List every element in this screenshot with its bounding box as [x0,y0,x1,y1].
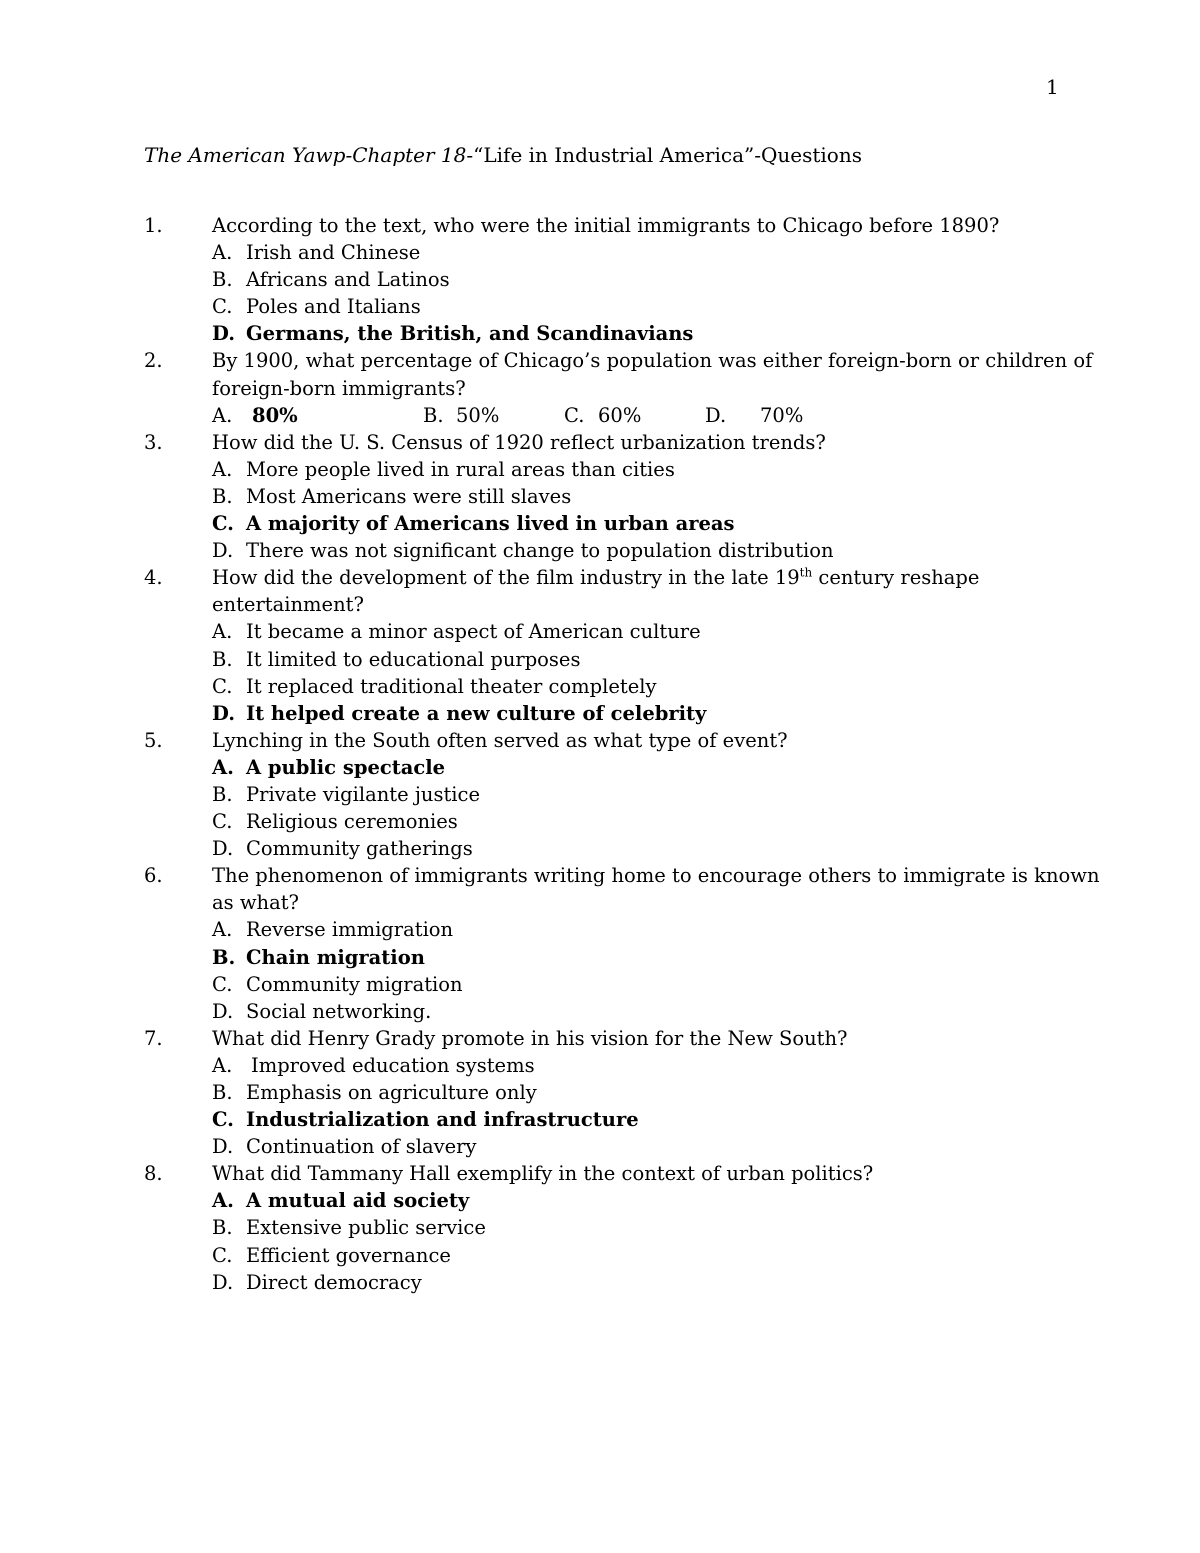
option-text: 50% [456,403,500,427]
answer-option [423,402,499,429]
option-letter: A. [212,620,233,644]
answer-option [0,1079,1200,1106]
option-text: Efficient governance [246,1243,451,1267]
question-text: entertainment? [212,593,364,617]
correct-answer-option [0,700,1200,727]
question-text: Lynching in the South often served as what type of event? [212,728,788,752]
option-text: Community migration [246,972,463,996]
option-letter: B. [423,403,444,427]
question-4 [0,564,1200,591]
title-book-chapter: The American Yawp-Chapter 18 [144,143,467,167]
option-letter: B. [212,268,233,292]
option-letter: D. [212,837,234,861]
question-number: 3. [144,430,163,454]
answer-option [0,1052,1200,1079]
option-text: Reverse immigration [246,918,454,942]
inline-answer-options [0,402,1200,429]
option-text: Germans, the British, and Scandinavians [246,322,694,346]
correct-answer-option [0,1106,1200,1133]
option-letter: B. [212,647,233,671]
answer-option [0,971,1200,998]
answer-option [0,835,1200,862]
question-number: 7. [144,1026,163,1050]
option-text: A mutual aid society [246,1189,470,1213]
option-text: Direct democracy [246,1270,422,1294]
question-number: 4. [144,566,163,590]
option-letter: C. [212,1243,233,1267]
title-subject: -“Life in Industrial America”-Questions [466,143,862,167]
correct-answer-option [0,510,1200,537]
question-text: How did the development of the film industry in the late 19th century reshape [212,565,980,590]
option-text: There was not significant change to population distribution [246,539,834,563]
option-text: It helped create a new culture of celebrity [246,701,707,725]
option-text: It limited to educational purposes [246,647,581,671]
option-letter: A. [212,241,233,265]
answer-option [0,239,1200,266]
question-text-continued [0,375,1200,402]
question-3 [0,429,1200,456]
option-text: Social networking. [246,999,432,1023]
option-letter: B. [212,782,233,806]
option-letter: B. [212,484,233,508]
option-letter: D. [212,1270,234,1294]
option-letter: D. [212,1135,234,1159]
option-letter: C. [212,810,233,834]
option-letter: C. [212,1108,234,1132]
option-text: Extensive public service [246,1216,486,1240]
option-text: More people lived in rural areas than cities [246,457,675,481]
correct-answer-option [0,320,1200,347]
option-letter: D. [212,539,234,563]
answer-option [0,916,1200,943]
question-6 [0,862,1200,889]
question-text: How did the U. S. Census of 1920 reflect urbanization trends? [212,430,826,454]
answer-option [0,456,1200,483]
question-8 [0,1160,1200,1187]
answer-option [0,1133,1200,1160]
option-text: Poles and Italians [246,295,421,319]
question-text: foreign-born immigrants? [212,376,466,400]
question-text: According to the text, who were the initial immigrants to Chicago before 1890? [212,214,1000,237]
answer-option [0,1214,1200,1241]
option-text: Industrialization and infrastructure [246,1108,639,1132]
option-text: Continuation of slavery [246,1135,477,1159]
correct-answer-option [212,402,298,429]
option-text: Community gatherings [246,837,473,861]
question-text: By 1900, what percentage of Chicago’s population was either foreign-born or children of [212,349,1093,373]
option-letter: C. [212,674,233,698]
correct-answer-option [0,1187,1200,1214]
option-letter: A. [212,1053,233,1077]
question-2 [0,347,1200,374]
question-list [0,212,1200,1296]
option-text: 70% [760,403,804,427]
answer-option [0,781,1200,808]
answer-option [0,293,1200,320]
answer-option [0,1269,1200,1296]
answer-option [0,483,1200,510]
answer-option [0,537,1200,564]
option-letter: C. [212,295,233,319]
option-letter: D. [212,999,234,1023]
option-text: Religious ceremonies [246,810,458,834]
option-letter: B. [212,1081,233,1104]
option-text: It became a minor aspect of American culture [246,620,701,644]
option-text: Private vigilante justice [246,782,481,806]
answer-option [0,673,1200,700]
question-number: 8. [144,1162,163,1186]
answer-option [0,808,1200,835]
option-text: Improved education systems [251,1053,535,1077]
question-number: 2. [144,349,163,373]
option-text: Africans and Latinos [246,268,450,292]
question-7 [0,1025,1200,1052]
question-text: as what? [212,891,299,915]
answer-option [0,646,1200,673]
option-text: Chain migration [246,945,425,969]
page-number: 1 [1046,75,1059,99]
answer-option [0,266,1200,293]
correct-answer-option [0,944,1200,971]
option-letter: B. [212,1216,233,1240]
question-text: What did Tammany Hall exemplify in the context of urban politics? [212,1162,874,1186]
option-letter: A. [212,403,233,427]
option-letter: D. [212,322,236,346]
ordinal-superscript: th [799,565,813,580]
question-number: 1. [144,214,163,237]
option-text: 60% [598,403,642,427]
option-text: 80% [252,403,298,427]
option-text: Irish and Chinese [246,241,421,265]
option-letter: A. [212,457,233,481]
option-text: A public spectacle [246,755,446,779]
answer-option [0,618,1200,645]
question-number: 6. [144,864,163,888]
option-letter: C. [212,512,234,536]
question-text-continued [0,889,1200,916]
option-letter: D. [705,403,727,427]
document-title [144,143,862,167]
correct-answer-option [0,754,1200,781]
answer-option [0,998,1200,1025]
question-text: The phenomenon of immigrants writing home to encourage others to immigrate is known [212,864,1100,888]
question-5 [0,727,1200,754]
option-text: It replaced traditional theater completely [246,674,657,698]
option-letter: B. [212,945,236,969]
option-letter: A. [212,755,234,779]
question-text: What did Henry Grady promote in his vision for the New South? [212,1026,848,1050]
option-letter: A. [212,918,233,942]
option-letter: A. [212,1189,234,1213]
option-text: Most Americans were still slaves [246,484,572,508]
option-text: A majority of Americans lived in urban areas [246,512,735,536]
option-letter: C. [212,972,233,996]
option-letter: D. [212,701,236,725]
question-text-continued [0,591,1200,618]
answer-option [564,402,641,429]
question-1 [0,212,1200,239]
question-number: 5. [144,728,163,752]
answer-option [705,402,803,429]
option-letter: C. [564,403,585,427]
option-text: Emphasis on agriculture only [246,1081,537,1104]
answer-option [0,1242,1200,1269]
